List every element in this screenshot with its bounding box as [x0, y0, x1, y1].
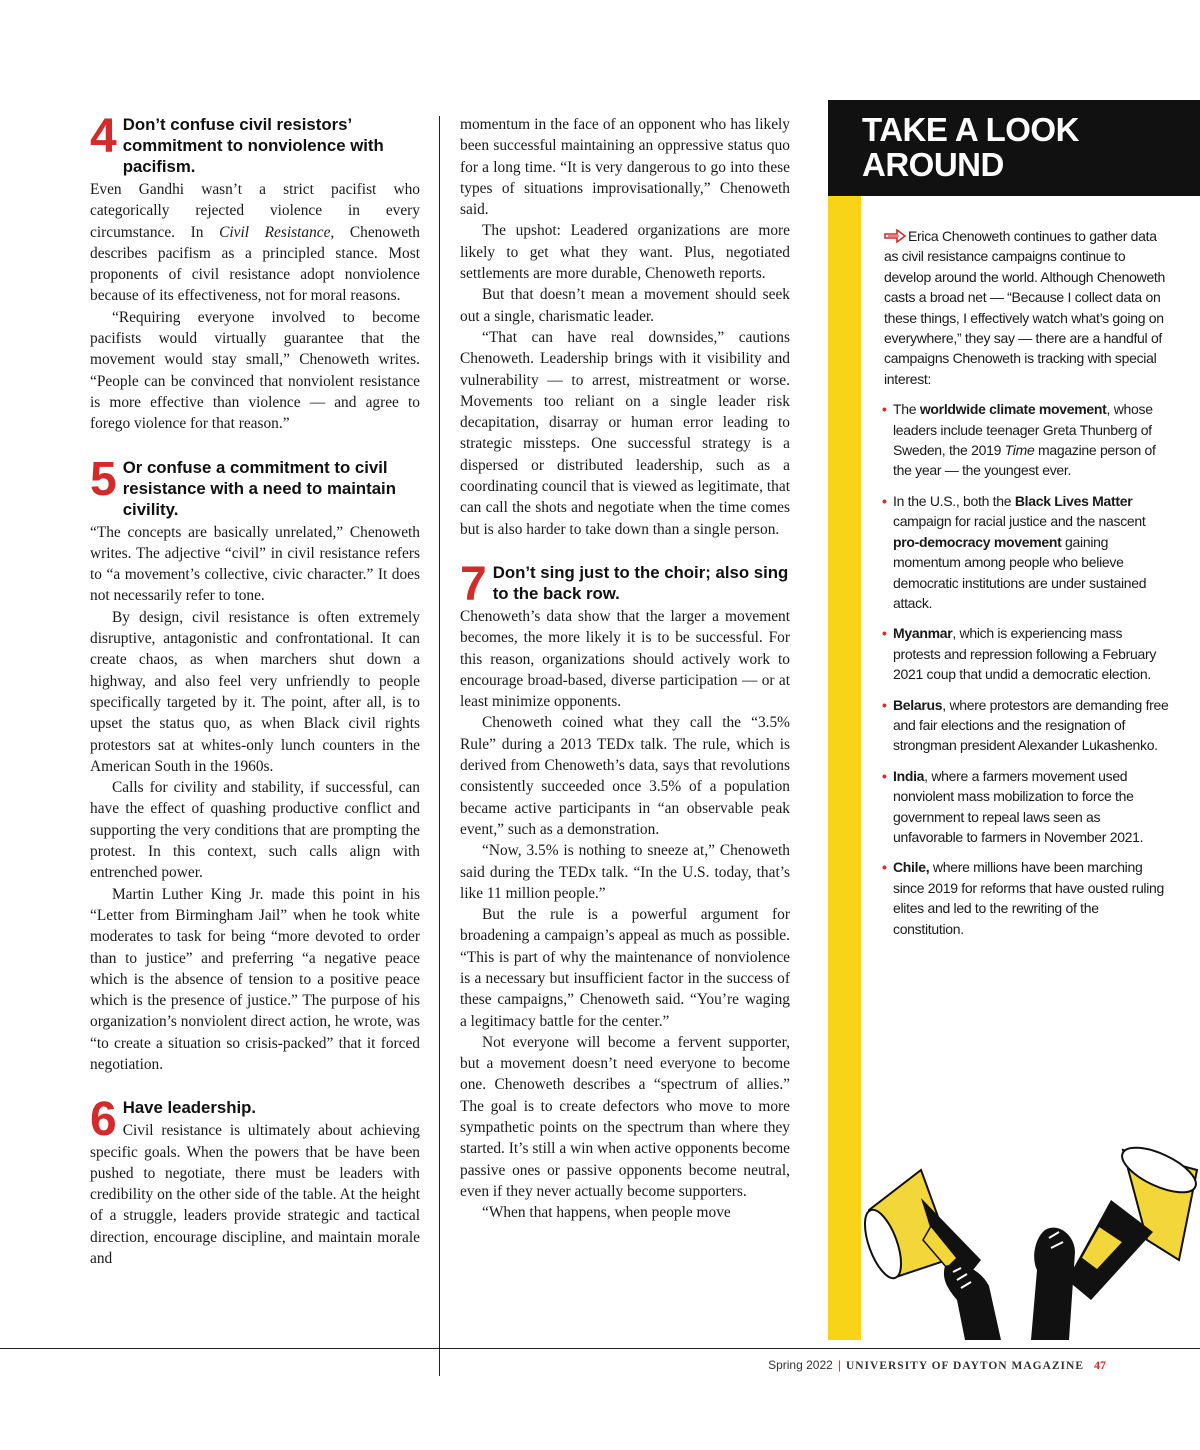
paragraph: Not everyone will become a fervent supporter, but a movement doesn’t need everyone to become one. Chenoweth describes a “spectrum of allies.” The goal is to create defectors who move to more sympathetic points on the spectrum than where they started. It’s still a win when active opponents become passive ones or passive opponents become neutral, even if they never actually become supporters.: [460, 1033, 790, 1200]
section-title: Don’t confuse civil resistors’ commitment to nonviolence with pacifism.: [122, 115, 384, 176]
arrow-right-icon: [884, 229, 906, 243]
section-5-heading: [90, 452, 420, 520]
paragraph: momentum in the face of an opponent who has likely been successful maintaining an oppressive status quo for a long time. “It is very dangerous to go into these types of situations improvisationally,” Chenoweth said.: [460, 116, 790, 219]
sidebar-content: [884, 226, 1169, 939]
paragraph: Martin Luther King Jr. made this point in his “Letter from Birmingham Jail” when he took white moderates to task for being “more devoted to order than to justice” and preferring “a negative peace which is the absence of tension to a positive peace which is the presence of justice.” The purpose of his organization’s nonviolent direct action, he wrote, was “to create a situation so crisis-packed” that it forced negotiation.: [90, 885, 420, 1073]
article-column-2: [460, 114, 790, 1224]
footer-separator: |: [837, 1358, 841, 1372]
paragraph: But the rule is a powerful argument for broadening a campaign’s appeal as much as possible. “This is part of why the maintenance of nonviolence is a necessary but insufficient factor in the success of these campaigns,” Chenoweth said. “You’re waging a legitimacy battle for the center.”: [460, 906, 790, 1030]
paragraph: Even Gandhi wasn’t a strict pacifist who categorically rejected violence in every circumstance. In Civil Resistance, Chenoweth describes pacifism as a principled stance. Most proponents of civil resistance adopt nonviolence because of its effectiveness, not for moral reasons.: [90, 181, 420, 305]
section-number: 5: [90, 452, 117, 506]
yellow-stripe: [828, 196, 861, 1340]
footer-rule: [0, 1348, 1200, 1349]
article-column-1: [90, 110, 420, 1269]
section-number: 6: [90, 1093, 117, 1147]
section-6-heading: [90, 1093, 420, 1147]
paragraph: By design, civil resistance is often extremely disruptive, antagonistic and confrontational. It can create chaos, as when marchers shut down a highway, and also feel very unfriendly to people specifically targeted by it. The point, after all, is to upset the status quo, as when Black civil rights protestors sat at whites-only lunch counters in the American South in the 1960s.: [90, 608, 420, 775]
section-7-heading: [460, 557, 790, 611]
sidebar-take-a-look-around: [828, 100, 1200, 1340]
sidebar-banner: [828, 100, 1200, 196]
paragraph: “Now, 3.5% is nothing to sneeze at,” Chenoweth said during the TEDx talk. “In the U.S. today, that’s like 11 million people.”: [460, 842, 790, 902]
sidebar-intro: Erica Chenoweth continues to gather data as civil resistance campaigns continue to develop around the world. Although Chenoweth casts a broad net — “Because I collect data on these things, I effectively watch what’s going on everywhere,” they say — there are a handful of campaigns Chenoweth is tracking with special interest:: [884, 228, 1166, 387]
paragraph: The upshot: Leadered organizations are more likely to get what they want. Plus, negotiated settlements are more durable, Chenoweth reports.: [460, 222, 790, 283]
campaign-list: [884, 399, 1169, 939]
paragraph: “Requiring everyone involved to become pacifists would virtually guarantee that the movement would stay small,” Chenoweth writes. “People can be convinced that nonviolent resistance is more effective than violence — and agree to forego violence for that reason.”: [90, 308, 420, 433]
list-item: • Myanmar, which is experiencing mass protests and repression following a February 2021 coup that undid a democratic election.: [882, 625, 1157, 683]
section-number: 4: [90, 110, 117, 163]
paragraph: Chenoweth’s data show that the larger a movement becomes, the more likely it is to be successful. For this reason, organizations should actively work to encourage broad-based, diverse participation — or at least minimize opponents.: [460, 607, 790, 711]
list-item: • The worldwide climate movement, whose leaders include teenager Greta Thunberg of Sweden, the 2019 Time magazine person of the year — the youngest ever.: [882, 401, 1156, 479]
page-number: 47: [1094, 1358, 1106, 1372]
list-item: • India, where a farmers movement used nonviolent mass mobilization to force the government to repeal laws seen as unfavorable to farmers in November 2021.: [882, 767, 1144, 845]
page-footer: [768, 1358, 1106, 1373]
paragraph: Calls for civility and stability, if successful, can have the effect of quashing productive conflict and supporting the very conditions that are prompting the protest. In this context, such calls align with entrenched power.: [90, 779, 420, 882]
paragraph: “That can have real downsides,” cautions Chenoweth. Leadership brings with it visibility and vulnerability — to arrest, mistreatment or worse. Movements too reliant on a single leader risk decapitation, disarray or human error leading to strategic missteps. One successful strategy is a dispersed or distributed leadership, such as a coordinating council that is viewed as legitimate, that can call the shots and negotiate when the time comes but is also harder to take down than a single person.: [460, 328, 790, 538]
issue-date: Spring 2022: [768, 1358, 833, 1372]
magazine-name: UNIVERSITY OF DAYTON MAGAZINE: [845, 1360, 1084, 1372]
paragraph: Civil resistance is ultimately about achieving specific goals. When the powers that be have been pushed to negotiate, there must be leaders with credibility on the other side of the table. At the height of a struggle, leaders provide strategic and tactical direction, encourage discipline, and maintain morale and: [90, 1122, 420, 1268]
list-item: • Chile, where millions have been marching since 2019 for reforms that have ousted ruling elites and led to the rewriting of the constitution.: [882, 859, 1165, 937]
paragraph: Chenoweth coined what they call the “3.5% Rule” during a 2013 TEDx talk. The rule, which is derived from Chenoweth’s data, says that revolutions consistently succeeded once 3.5% of a population became active participants in “an observable peak event,” such as a demonstration.: [460, 714, 790, 838]
section-number: 7: [460, 557, 487, 611]
section-title: Have leadership.: [122, 1098, 257, 1118]
megaphones-illustration: [861, 1140, 1200, 1340]
paragraph: But that doesn’t mean a movement should seek out a single, charismatic leader.: [460, 286, 790, 325]
column-divider: [439, 116, 440, 1376]
list-item: • In the U.S., both the Black Lives Matter campaign for racial justice and the nascent pro-democracy movement gaining momentum among people who believe democratic institutions are under sustained attack.: [882, 492, 1147, 611]
paragraph: “The concepts are basically unrelated,” Chenoweth writes. The adjective “civil” in civil resistance refers to “a movement’s collective, civic character.” It does not necessarily refer to tone.: [90, 523, 420, 605]
section-4-heading: [90, 110, 420, 177]
paragraph: “When that happens, when people move: [482, 1204, 731, 1222]
section-title: Don’t sing just to the choir; also sing to the back row.: [492, 562, 789, 603]
list-item: • Belarus, where protestors are demanding free and fair elections and the resignation of strongman president Alexander Lukashenko.: [882, 696, 1169, 754]
section-title: Or confuse a commitment to civil resistance with a need to maintain civility.: [122, 457, 396, 519]
sidebar-title: TAKE A LOOK AROUND: [862, 111, 1079, 183]
